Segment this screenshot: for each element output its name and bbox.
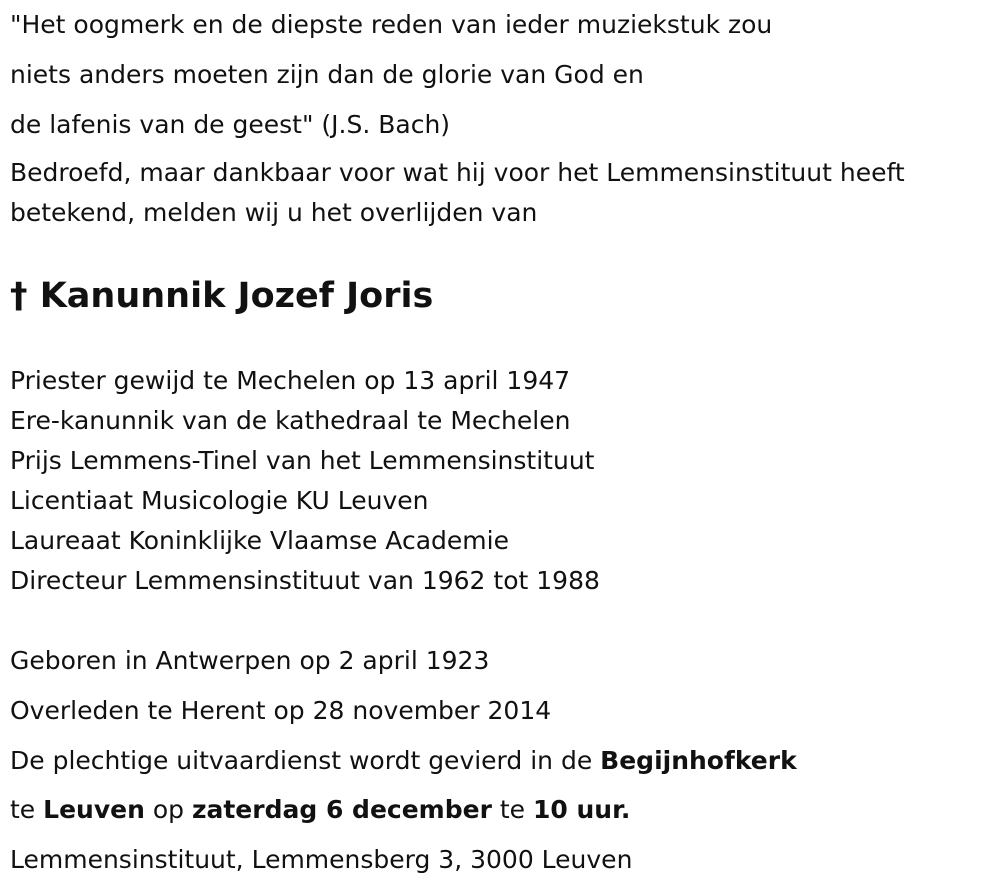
death-info: Overleden te Herent op 28 november 2014 [10,696,552,725]
intro-line-2: betekend, melden wij u het overlijden van [10,198,538,227]
funeral-op: op [144,795,192,824]
career-item: Directeur Lemmensinstituut van 1962 tot 1988 [10,566,600,595]
funeral-city: Leuven [43,795,145,824]
funeral-te: te [10,795,44,824]
funeral-church: Begijnhofkerk [600,746,797,775]
funeral-time: 10 uur. [533,795,631,824]
birth-info: Geboren in Antwerpen op 2 april 1923 [10,646,490,675]
career-item: Prijs Lemmens-Tinel van het Lemmensinstituut [10,446,595,475]
career-item: Priester gewijd te Mechelen op 13 april 1947 [10,366,571,395]
address: Lemmensinstituut, Lemmensberg 3, 3000 Leuven [10,845,633,874]
cross-icon: † [10,276,28,316]
funeral-date: zaterdag 6 december [191,795,492,824]
career-item: Laureaat Koninklijke Vlaamse Academie [10,526,509,555]
deceased-name-heading [10,274,433,318]
funeral-line-1 [10,746,797,776]
funeral-text: De plechtige uitvaardienst wordt gevierd in de [10,746,601,775]
career-item: Ere-kanunnik van de kathedraal te Mechelen [10,406,571,435]
career-item: Licentiaat Musicologie KU Leuven [10,486,429,515]
deceased-name: Kanunnik Jozef Joris [39,276,434,316]
funeral-line-2 [10,795,630,825]
quote-line-1: "Het oogmerk en de diepste reden van ieder muziekstuk zou [10,10,773,39]
intro-line-1: Bedroefd, maar dankbaar voor wat hij voor het Lemmensinstituut heeft [10,158,905,187]
quote-line-3: de lafenis van de geest" (J.S. Bach) [10,110,451,139]
funeral-te-2: te [491,795,533,824]
quote-line-2: niets anders moeten zijn dan de glorie van God en [10,60,644,89]
